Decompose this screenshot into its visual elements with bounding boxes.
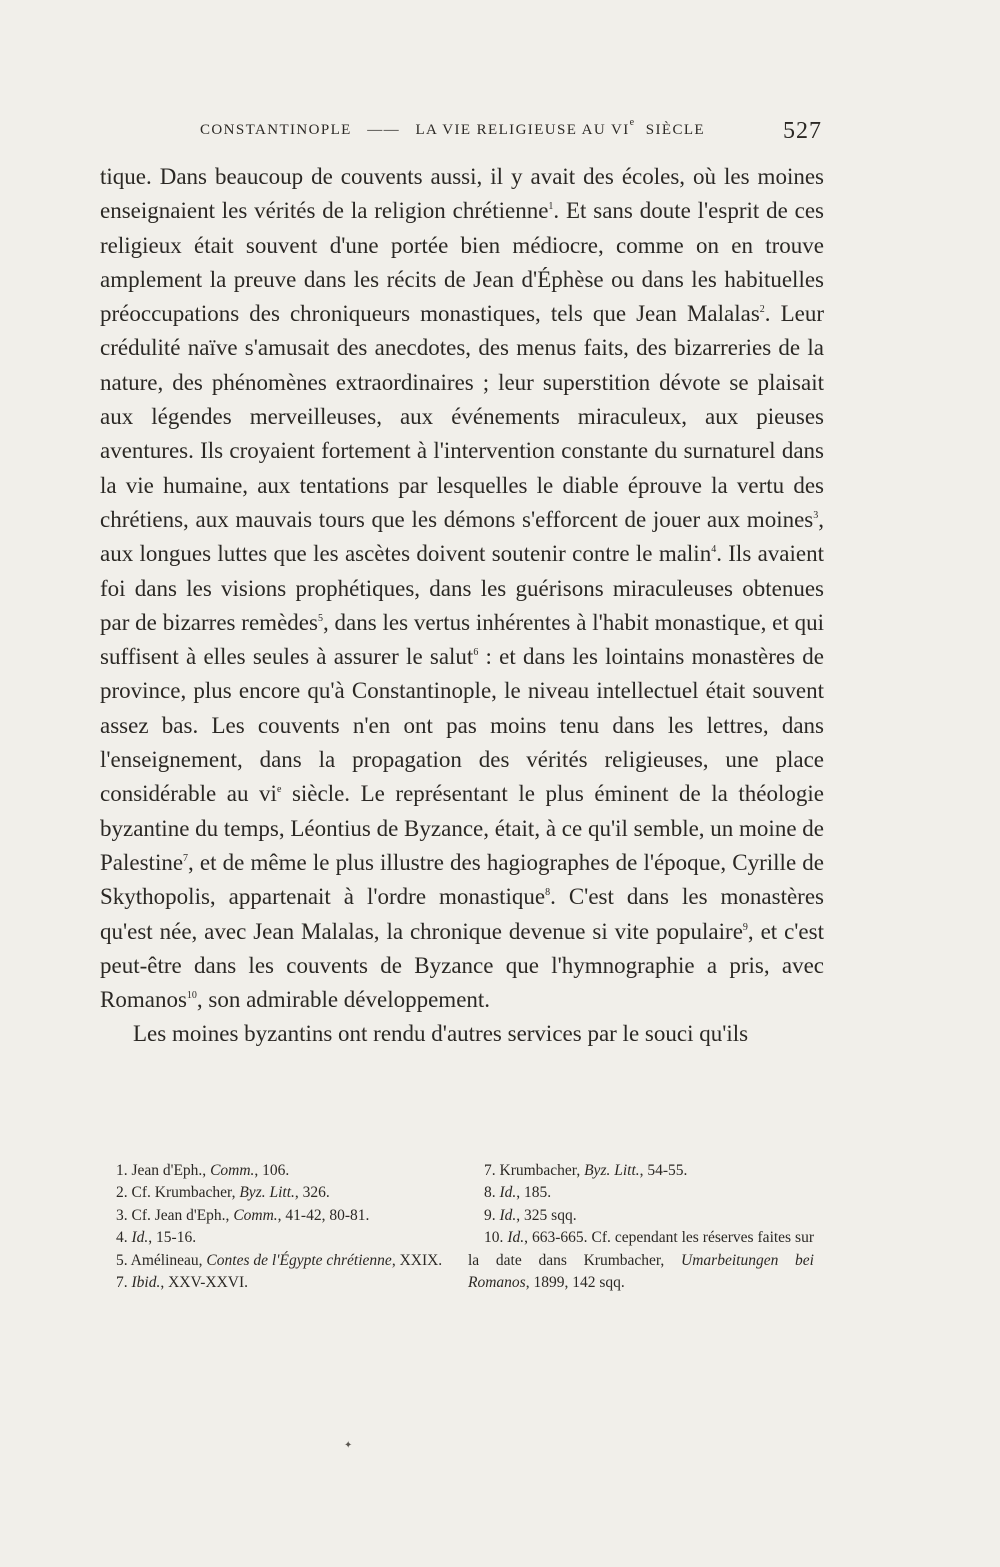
footnote-rest: , XXIX. <box>391 1251 443 1269</box>
footnote-number: 1. <box>116 1162 128 1179</box>
footnote-rest: , 326. <box>294 1184 330 1202</box>
footnotes-right-column <box>468 1160 814 1294</box>
footnote-5 <box>100 1250 446 1272</box>
footnote-ref: 7 <box>183 852 189 864</box>
running-head-title-part1: CONSTANTINOPLE <box>200 122 352 138</box>
footnote-text: Krumbacher, <box>499 1162 585 1179</box>
footnote-italic: Id. <box>131 1229 149 1247</box>
paragraph-1 <box>100 160 824 1017</box>
footnote-2 <box>100 1182 446 1204</box>
footnote-1 <box>100 1160 446 1182</box>
text-segment: . Ils avaient foi dans les visions prophétiques, dans les guérisons miraculeuses obtenues par de bizarres remèdes <box>100 541 824 635</box>
footnote-italic: Byz. Litt. <box>584 1162 640 1179</box>
running-head-dash: — <box>367 122 384 138</box>
main-text <box>100 160 824 1052</box>
footnote-italic: Contes de l'Égypte chrétienne <box>206 1251 392 1269</box>
footnote-rest: , 663-665. Cf. cependant les réserves faites sur la date dans Krumbacher, <box>468 1229 814 1269</box>
text-segment: tique. Dans beaucoup de couvents aussi, il y avait des écoles, où les moines enseignaient les vérités de la religion chrétienne <box>100 164 824 224</box>
footnote-rest: , XXV-XXVI. <box>160 1274 249 1292</box>
footnote-10 <box>468 1227 814 1294</box>
footnote-text: Jean d'Eph., <box>131 1162 211 1179</box>
text-segment: , et c'est peut-être dans les couvents de Byzance que l'hymnographie a pris, avec Romanos <box>100 918 824 1013</box>
footnote-rest: , 106. <box>254 1162 290 1179</box>
text-segment: , aux longues luttes que les ascètes doivent soutenir contre le malin <box>100 506 824 567</box>
footnote-rest: , 325 sqq. <box>516 1206 577 1224</box>
footnote-ref: 9 <box>742 921 748 933</box>
footnote-number: 7. <box>116 1274 128 1292</box>
footnote-8 <box>468 1182 814 1204</box>
text-segment: , et de même le plus illustre des hagiographes de l'époque, Cyrille de Skythopolis, appartenait à l'ordre monastique <box>100 849 824 910</box>
footnote-7 <box>468 1160 814 1182</box>
footnote-ref: 4 <box>711 544 717 556</box>
running-head-title-part2: LA VIE RELIGIEUSE AU VI <box>415 122 630 138</box>
footnote-ref: 3 <box>813 509 819 521</box>
footnote-italic: Id. <box>499 1206 517 1224</box>
text-segment: . Leur crédulité naïve s'amusait des anecdotes, des menus faits, des bizarreries de la nature, des phénomènes extraordinaires ; leur superstition dévote se plaisait aux légendes merveilleuses, aux événements miraculeux, aux pieuses aventures. Ils croyaient fortement à l'intervention constante du surnaturel dans la vie humaine, aux tentations par lesquelles le diable éprouve la vertu des chrétiens, aux mauvais tours que les démons s'efforcent de jouer aux moines <box>100 301 824 532</box>
footnote-number: 3. <box>116 1206 128 1224</box>
paragraph-2: Les moines byzantins ont rendu d'autres services par le souci qu'ils <box>133 1021 749 1047</box>
footnote-rest: , 15-16. <box>148 1229 197 1247</box>
footnote-italic: Comm. <box>210 1162 255 1179</box>
text-segment: : et dans les lointains monastères de province, plus encore qu'à Constantinople, le niveau intellectuel était souvent assez bas. Les couvents n'en ont pas moins tenu dans les lettres, dans l'enseignement, dans la propagation des vérités religieuses, une place considérable au vi <box>100 644 824 807</box>
footnote-number: 4. <box>116 1229 128 1247</box>
text-segment: siècle. Le représentant le plus éminent de la théologie byzantine du temps, Léontius de Byzance, était, à ce qu'il semble, un moine de Palestine <box>100 781 825 875</box>
footnote-rest: , 1899, 142 sqq. <box>525 1274 625 1292</box>
footnote-ref: 5 <box>317 612 323 624</box>
footnote-ref: 10 <box>186 990 197 1002</box>
running-head-dash-ext: — <box>383 122 400 138</box>
footnote-number: 10. <box>484 1229 504 1247</box>
page-number: 527 <box>783 118 822 144</box>
footnote-text: Cf. Krumbacher, <box>131 1184 240 1202</box>
running-head-title-part3: SIÈCLE <box>645 122 705 138</box>
footnotes-left-column <box>100 1160 446 1294</box>
running-head-title <box>200 117 705 139</box>
text-segment: . C'est dans les monastères qu'est née, avec Jean Malalas, la chronique devenue si vite populaire <box>100 884 824 944</box>
running-head <box>200 118 822 148</box>
footnote-rest: , 54-55. <box>639 1162 688 1179</box>
text-segment: , son admirable développement. <box>196 987 491 1013</box>
running-head-title-sup: e <box>629 117 636 128</box>
footnote-ref: 2 <box>759 304 765 316</box>
footnote-italic: Byz. Litt. <box>239 1184 295 1202</box>
footnote-italic: Umarbeitungen bei Romanos <box>468 1251 814 1292</box>
footnote-text: Amélineau, <box>130 1251 207 1269</box>
footnote-italic: Id. <box>499 1184 517 1202</box>
footnote-rest: , 185. <box>516 1184 552 1202</box>
footnote-3 <box>100 1205 446 1227</box>
footnote-9 <box>468 1205 814 1227</box>
century-sup: e <box>276 784 282 796</box>
print-mark: ✦ <box>344 1440 353 1451</box>
footnote-ref: 6 <box>473 647 479 659</box>
footnote-rest: , 41-42, 80-81. <box>277 1206 370 1224</box>
footnote-number: 5. <box>116 1251 128 1269</box>
footnote-italic: Ibid. <box>131 1274 161 1292</box>
footnote-number: 2. <box>116 1184 128 1202</box>
text-segment: , dans les vertus inhérentes à l'habit monastique, et qui suffisent à elles seules à assurer le salut <box>100 609 824 670</box>
footnote-6 <box>100 1272 446 1294</box>
text-segment: . Et sans doute l'esprit de ces religieux était souvent d'une portée bien médiocre, comme on en trouve amplement la preuve dans les récits de Jean d'Éphèse ou dans les habituelles préoccupations des chroniqueurs monastiques, tels que Jean Malalas <box>100 198 825 327</box>
footnote-ref: 8 <box>545 887 551 899</box>
footnote-number: 7. <box>484 1162 496 1179</box>
footnote-ref: 1 <box>548 201 554 213</box>
footnote-italic: Id. <box>507 1229 525 1247</box>
footnote-number: 8. <box>484 1184 496 1202</box>
footnote-italic: Comm. <box>233 1206 278 1224</box>
footnote-number: 9. <box>484 1206 496 1224</box>
footnote-4 <box>100 1227 446 1249</box>
footnote-text: Cf. Jean d'Eph., <box>131 1206 234 1224</box>
